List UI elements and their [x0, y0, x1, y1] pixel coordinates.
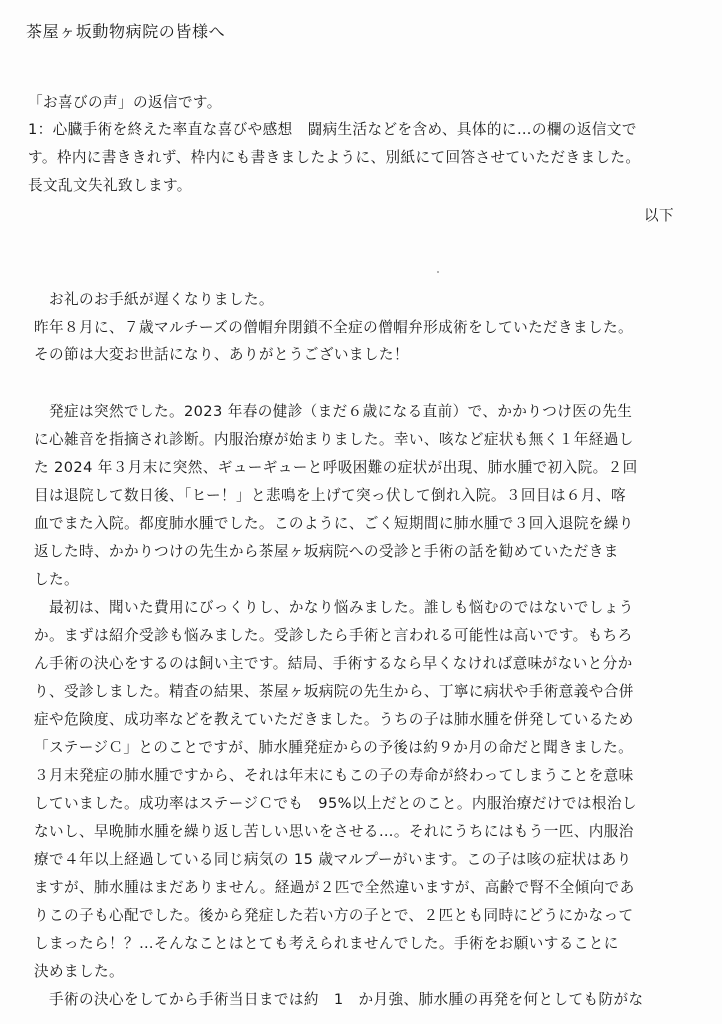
letter-title: 茶屋ヶ坂動物病院の皆様へ — [26, 22, 226, 41]
body-line-20: 療で４年以上経過している同じ病気の 15 歳マルプーがいます。この子は咳の症状はあり — [34, 851, 632, 868]
body-line-7: 目は退院して数日後、「ヒー！」と悲鳴を上げて突っ伏して倒れ入院。３回目は６月、喀 — [34, 487, 626, 504]
body-line-15: 症や危険度、成功率などを教えていただきました。うちの子は肺水腫を併発しているため — [34, 711, 634, 728]
body-line-16: 「ステージＣ」とのことですが、肺水腫発症からの予後は約９か月の命だと聞きました。 — [34, 739, 634, 756]
body-line-24: 決めました。 — [34, 963, 124, 980]
body-line-5: に心雑音を指摘され診断。内服治療が始まりました。幸い、咳など症状も無く１年経過し — [34, 431, 634, 448]
body-line-23: しまったら！？…そんなことはとても考えられませんでした。手術をお願いすることに — [34, 935, 619, 952]
body-line-12: か。まずは紹介受診も悩みました。受診したら手術と言われる可能性は高いです。もちろ — [34, 627, 633, 644]
body-line-11: 最初は、聞いた費用にびっくりし、かなり悩みました。誰しも悩むのではないでしょう — [34, 599, 634, 616]
body-line-4: 発症は突然でした。2023 年春の健診（まだ６歳になる直前）で、かかりつけ医の先生 — [34, 403, 633, 420]
body-line-8: 血でまた入院。都度肺水腫でした。このように、ごく短期間に肺水腫で３回入退院を繰り — [34, 515, 634, 532]
body-line-17: ３月末発症の肺水腫ですから、それは年末にもこの子の寿命が終わってしまうことを意味 — [34, 767, 634, 784]
intro-line-1: 「お喜びの声」の返信です。 — [28, 94, 222, 111]
closing-mark: 以下 — [644, 207, 674, 224]
body-line-22: りこの子も心配でした。後から発症した若い方の子とで、２匹とも同時にどうにかなって — [34, 907, 634, 924]
paper-speck — [437, 271, 439, 273]
intro-line-4: 長文乱文失礼致します。 — [28, 177, 192, 194]
body-line-3: その節は大変お世話になり、ありがとうございました！ — [34, 346, 409, 363]
body-line-25: 手術の決心をしてから手術当日までは約 1 か月強、肺水腫の再発を何としても防がな — [34, 991, 644, 1008]
body-line-2: 昨年８月に、７歳マルチーズの僧帽弁閉鎖不全症の僧帽弁形成術をしていただきました。 — [34, 319, 634, 336]
body-line-21: ますが、肺水腫はまだありません。経過が２匹で全然違いますが、高齢で腎不全傾向であ — [34, 879, 635, 896]
body-line-9: 返した時、かかりつけの先生から茶屋ヶ坂病院への受診と手術の話を勧めていただきま — [34, 543, 619, 560]
body-line-14: り、受診しました。精査の結果、茶屋ヶ坂病院の先生から、丁寧に病状や手術意義や合併 — [34, 683, 634, 700]
body-line-18: していました。成功率はステージＣでも 95%以上だとのこと。内服治療だけでは根治し — [34, 795, 637, 812]
intro-line-3: す。枠内に書ききれず、枠内にも書きましたように、別紙にて回答させていただきました。 — [28, 149, 641, 166]
body-line-1: お礼のお手紙が遅くなりました。 — [34, 291, 274, 308]
body-line-13: ん手術の決心をするのは飼い主です。結局、手術するなら早くなければ意味がないと分か — [34, 655, 633, 672]
body-line-10: した。 — [34, 571, 79, 588]
body-line-19: ないし、早晩肺水腫を繰り返し苦しい思いをさせる…。それにうちにはもう一匹、内服治 — [34, 823, 634, 840]
body-line-6: た 2024 年３月末に突然、ギューギューと呼吸困難の症状が出現、肺水腫で初入院。２回 — [34, 459, 638, 476]
intro-line-2: 1：心臓手術を終えた率直な喜びや感想 闘病生活などを含め、具体的に…の欄の返信文で — [28, 121, 637, 138]
